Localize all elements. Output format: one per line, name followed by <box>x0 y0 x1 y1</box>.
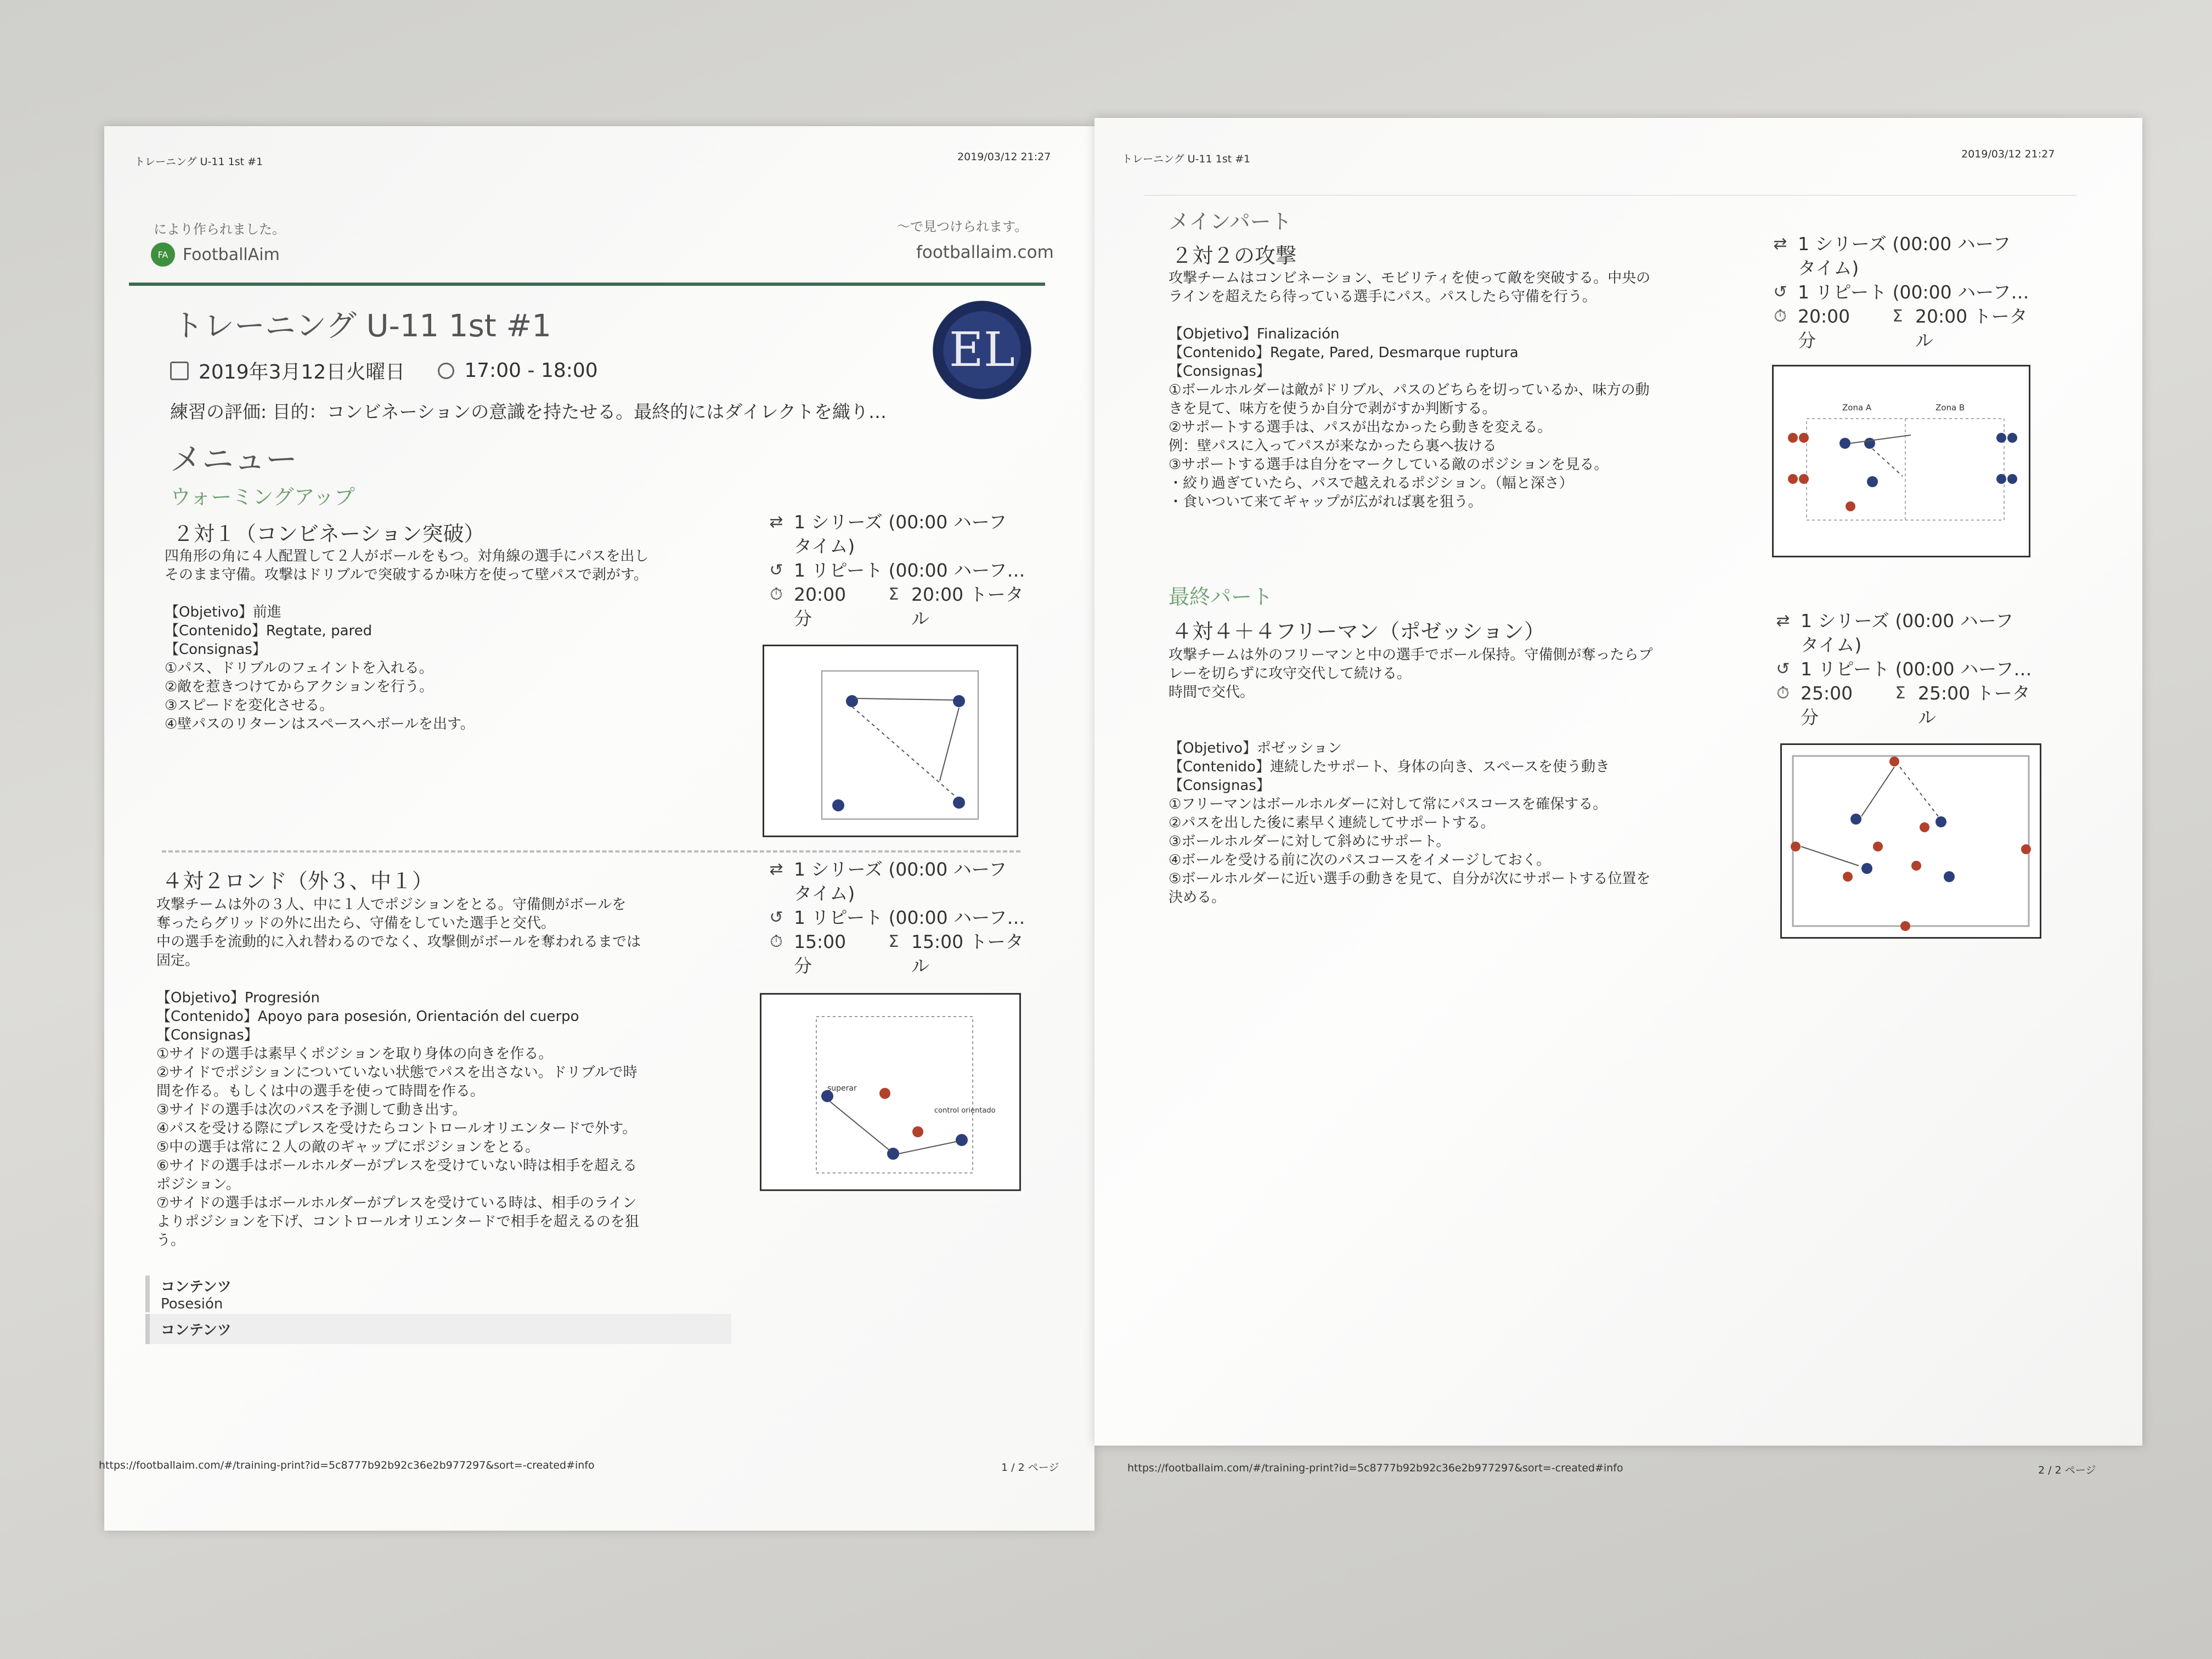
exercise-3-repeat: 1 リピート (00:00 ハーフ… <box>1798 281 2029 303</box>
brand-name: FootballAim <box>183 245 280 264</box>
player-marker <box>1867 476 1878 487</box>
player-marker <box>2007 433 2017 443</box>
field-zone <box>1793 756 2029 926</box>
menu-heading: メニュー <box>170 441 298 478</box>
page-url: https://footballaim.com/#/training-print?id=5c8777b92b92c36e2b977297&sort=-created#info <box>1127 1462 1623 1474</box>
page-url: https://footballaim.com/#/training-print?id=5c8777b92b92c36e2b977297&sort=-created#info <box>99 1459 595 1471</box>
content-label: コンテンツ <box>161 1322 232 1339</box>
section-divider <box>162 850 1020 853</box>
player-marker <box>846 695 858 707</box>
exercise-2-meta <box>765 857 1029 978</box>
run-arrow <box>1900 767 1938 816</box>
player-marker <box>953 797 965 809</box>
found-on-text: 〜で見つけられます。 <box>897 219 1028 234</box>
sigma-icon: Σ <box>1892 307 1903 326</box>
exercise-2-title: ４対２ロンド（外３、中１） <box>162 869 433 893</box>
player-marker <box>1850 814 1861 825</box>
page-number: 2 / 2 ページ <box>2038 1464 2096 1476</box>
exercise-4-diagram <box>1780 743 2041 939</box>
exercise-3-total: 20:00 トータ ル <box>1915 306 2028 351</box>
header-rule <box>129 283 1045 286</box>
exercise-3-diagram <box>1772 365 2030 557</box>
pass-arrow <box>1861 767 1894 816</box>
repeat-icon: ↺ <box>1776 659 1790 679</box>
grid-square <box>822 671 978 819</box>
player-marker <box>1861 863 1872 874</box>
series-icon: ⇄ <box>1776 611 1790 630</box>
page-header-timestamp: 2019/03/12 21:27 <box>957 151 1051 163</box>
timer-icon: ⏱ <box>1774 307 1787 326</box>
player-marker <box>1846 501 1855 511</box>
zone-label: Zona A <box>1842 403 1872 413</box>
sigma-icon: Σ <box>888 585 899 604</box>
repeat-icon: ↺ <box>769 561 783 580</box>
diagram-label: superar <box>827 1084 857 1093</box>
content-label: コンテンツ <box>161 1279 232 1295</box>
pass-arrow <box>899 1142 956 1154</box>
defender-marker <box>912 1126 923 1137</box>
zone-label: Zona B <box>1936 403 1965 413</box>
freeman-marker <box>1900 921 1910 931</box>
player-marker <box>1799 433 1809 443</box>
exercise-1-title: ２対１（コンビネーション突破） <box>173 522 485 546</box>
defender-marker <box>1911 861 1921 871</box>
exercise-1-diagram <box>763 645 1018 837</box>
run-arrow <box>1872 449 1903 476</box>
club-crest-logo: EL <box>933 301 1031 399</box>
warmup-heading: ウォーミングアップ <box>170 485 356 509</box>
page-number: 1 / 2 ページ <box>1001 1462 1059 1474</box>
player-marker <box>1839 438 1850 449</box>
pass-arrow <box>1801 847 1859 866</box>
player-marker <box>1864 438 1875 449</box>
exercise-4-meta <box>1772 609 2046 730</box>
exercise-4-duration: 25:00 分 <box>1801 682 1853 728</box>
exercise-2-repeat: 1 リピート (00:00 ハーフ… <box>794 907 1025 928</box>
freeman-marker <box>1791 842 1801 851</box>
exercise-3-description: 攻撃チームはコンビネーション、モビリティを使って敵を突破する。中央の ラインを超えたら待っている選手にパス。パスしたら守備を行う。 【Objetivo】Finalización 【Contenido】Regate, Pared, Desmarque ruptura 【Consignas】 ①ボールホルダーは敵がドリブル、パスのどちらを切っているか、味方の動 きを見て、味方を使うか自分で剥がすか判断する。 ②サポートする選手は、パスが出なかったら動きを変える。 例：壁パスに入ってパスが来なかったら裏へ抜ける ③サポートする選手は自分をマークしている敵のポジションを見る。 ・絞り過ぎていたら、パスで越えれるポジション。（幅と深さ） ・食いついて来てギャップが広がれば裏を狙う。 <box>1169 270 1651 510</box>
player-marker <box>1799 474 1809 484</box>
content-section <box>145 1314 731 1344</box>
exercise-2-total: 15:00 トータ ル <box>911 931 1024 977</box>
defender-marker <box>1873 842 1883 851</box>
clock-icon <box>438 363 454 379</box>
exercise-4-title: ４対４＋４フリーマン（ポゼッション） <box>1171 619 1545 644</box>
exercise-1-total: 20:00 トータ ル <box>911 584 1024 629</box>
repeat-icon: ↺ <box>769 908 783 927</box>
session-evaluation: 練習の評価: 目的：コンビネーションの意識を持たせる。最終的にはダイレクトを織り… <box>170 401 887 422</box>
player-marker <box>1936 816 1946 827</box>
pass-arrow <box>852 707 956 797</box>
exercise-2-diagram <box>760 993 1021 1191</box>
player-marker <box>1788 433 1798 443</box>
freeman-marker <box>2021 844 2031 854</box>
repeat-icon: ↺ <box>1773 283 1787 302</box>
pass-arrow <box>855 698 953 700</box>
exercise-4-series: 1 シリーズ (00:00 ハーフ タイム) <box>1801 610 2014 656</box>
site-link[interactable]: footballaim.com <box>916 242 1054 262</box>
player-marker <box>832 799 844 811</box>
main-part-heading: メインパート <box>1169 210 1292 234</box>
page-title: トレーニング U-11 1st #1 <box>173 308 552 344</box>
exercise-2-description: 攻撃チームは外の３人、中に１人でポジションをとる。守備側がボールを 奪ったらグリッドの外に出たら、守備をしていた選手と交代。 中の選手を流動的に入れ替わるのでなく、攻撃側がボールを奪われるまでは 固定。 【Objetivo】Progresión 【Contenido】Apoyo para posesión, Orientación del cuerpo 【Consignas】 ①サイドの選手は素早くポジションを取り身体の向きを作る。 ②サイドでポジションについていない状態でパスを出さない。ドリブルで時 間を作る。もしくは中の選手を使って時間を作る。 ③サイドの選手は次のパスを予測して動き出す。 ④パスを受ける際にプレスを受けたらコントロールオリエンタードで外す。 ⑤中の選手は常に２人の敵のギャップにポジションをとる。 ⑥サイドの選手はボールホルダーがプレスを受けていない時は相手を超える ポジション。 ⑦サイドの選手はボールホルダーがプレスを受けている時は、相手のライン よりポジションを下げ、コントロールオリエンタードで相手を超えるのを狙 う。 <box>156 896 641 1249</box>
footballaim-logo <box>151 242 280 267</box>
exercise-2-duration: 15:00 分 <box>794 931 847 977</box>
content-section <box>145 1276 709 1312</box>
timer-icon: ⏱ <box>770 932 783 951</box>
pass-arrow <box>830 1102 890 1151</box>
exercise-4-repeat: 1 リピート (00:00 ハーフ… <box>1801 658 2032 680</box>
session-datetime <box>170 357 598 385</box>
exercise-4-description: 攻撃チームは外のフリーマンと中の選手でボール保持。守備側が奪ったらプ レーを切らずに攻守交代して続ける。 時間で交代。 【Objetivo】ポゼッション 【Contenido】連続したサポート、身体の向き、スペースを使う動き 【Consignas】 ①フリーマンはボールホルダーに対して常にパスコースを確保する。 ②パスを出した後に素早く連続してサポートする。 ③ボールホルダーに対して斜めにサポート。 ④ボールを受ける前に次のパスコースをイメージしておく。 ⑤ボールホルダーに近い選手の動きを見て、自分が次にサポートする位置を 決める。 <box>1169 647 1653 906</box>
exercise-1-description: 四角形の角に４人配置して２人がボールをもつ。対角線の選手にパスを出し そのまま守備。攻撃はドリブルで突破するか味方を使って壁パスで剥がす。 【Objetivo】前進 【Contenido】Regtate, pared 【Consignas】 ①パス、ドリブルのフェイントを入れる。 ②敵を惹きつけてからアクションを行う。 ③スピードを変化させる。 ④壁パスのリターンはスペースへボールを出す。 <box>165 548 649 732</box>
final-part-heading: 最終パート <box>1169 585 1273 609</box>
print-page-2 <box>1094 118 2142 1476</box>
timer-icon: ⏱ <box>1776 684 1790 703</box>
page-header-timestamp: 2019/03/12 21:27 <box>1961 148 2055 160</box>
series-icon: ⇄ <box>769 512 783 532</box>
player-marker <box>956 1134 968 1146</box>
player-marker <box>1996 433 2006 443</box>
exercise-4-total: 25:00 トータ ル <box>1918 682 2030 728</box>
exercise-3-meta <box>1769 232 2044 353</box>
calendar-icon <box>170 362 189 380</box>
page-header-title: トレーニング U-11 1st #1 <box>134 156 263 168</box>
defender-marker <box>1843 872 1853 882</box>
exercise-1-repeat: 1 リピート (00:00 ハーフ… <box>794 560 1025 581</box>
exercise-1-meta <box>765 510 1029 631</box>
player-marker <box>1944 871 1955 882</box>
header-rule <box>1144 195 2076 196</box>
run-arrow <box>940 708 959 781</box>
exercise-3-series: 1 シリーズ (00:00 ハーフ タイム) <box>1798 233 2011 279</box>
exercise-3-title: ２対２の攻撃 <box>1171 244 1297 268</box>
exercise-3-duration: 20:00 分 <box>1798 306 1850 351</box>
player-marker <box>1996 474 2006 484</box>
session-time: 17:00 - 18:00 <box>464 359 598 382</box>
exercise-1-series: 1 シリーズ (00:00 ハーフ タイム) <box>794 511 1007 557</box>
player-marker <box>953 695 965 707</box>
series-icon: ⇄ <box>1773 234 1787 253</box>
print-page-1 <box>99 126 1094 1531</box>
session-date: 2019年3月12日火曜日 <box>199 361 405 383</box>
freeman-marker <box>1889 757 1899 766</box>
footballaim-badge-icon: FA <box>151 242 175 267</box>
series-icon: ⇄ <box>769 860 783 879</box>
defender-marker <box>1920 822 1929 832</box>
diagram-label: control orientado <box>934 1107 996 1115</box>
player-marker <box>2007 474 2017 484</box>
sigma-icon: Σ <box>888 932 899 951</box>
made-by-text: により作られました。 <box>154 222 285 237</box>
timer-icon: ⏱ <box>770 585 783 604</box>
pass-arrow <box>1850 435 1911 443</box>
exercise-1-duration: 20:00 分 <box>794 584 847 629</box>
content-value: Posesión <box>161 1296 223 1312</box>
exercise-2-series: 1 シリーズ (00:00 ハーフ タイム) <box>794 859 1007 904</box>
sigma-icon: Σ <box>1895 684 1906 703</box>
defender-marker <box>879 1088 890 1099</box>
page-header-title: トレーニング U-11 1st #1 <box>1122 153 1251 165</box>
player-marker <box>1788 474 1798 484</box>
